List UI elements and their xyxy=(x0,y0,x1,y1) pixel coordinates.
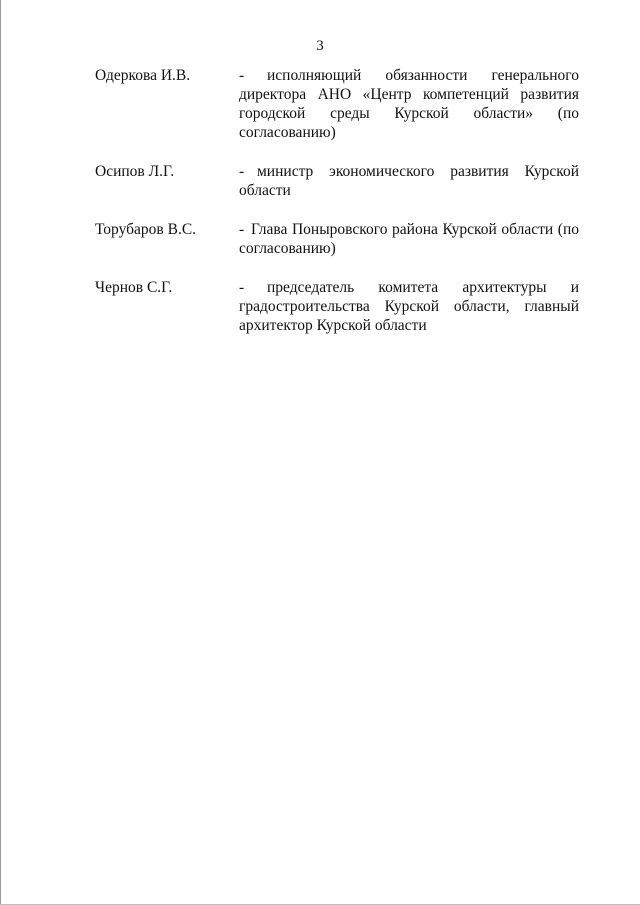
member-position-text: председатель комитета архитектуры и градостроительства Курской области, главный архитектор Курской области xyxy=(239,279,579,334)
dash: - xyxy=(239,279,245,296)
member-entry xyxy=(95,278,580,335)
dash: - xyxy=(239,163,245,180)
member-position-text: Глава Поныровского района Курской области (по согласованию) xyxy=(239,221,579,257)
member-name: Осипов Л.Г. xyxy=(95,163,175,180)
member-position xyxy=(239,162,579,200)
member-name: Одеркова И.В. xyxy=(95,67,191,84)
member-list xyxy=(95,66,580,351)
member-entry xyxy=(95,66,580,142)
member-position-text: министр экономического развития Курской области xyxy=(239,163,579,199)
member-entry xyxy=(95,220,580,258)
member-position xyxy=(239,278,579,335)
member-position xyxy=(239,66,579,142)
scan-edge-left xyxy=(0,0,1,905)
member-position-text: исполняющий обязанности генерального директора АНО «Центр компетенций развития городской среды Курской области» (по согласованию) xyxy=(239,67,579,141)
page-number: 3 xyxy=(316,38,324,54)
member-name: Чернов С.Г. xyxy=(95,279,173,296)
member-name: Торубаров В.С. xyxy=(95,221,197,238)
dash: - xyxy=(239,221,245,238)
member-entry xyxy=(95,162,580,200)
member-position xyxy=(239,220,579,258)
dash: - xyxy=(239,67,245,84)
